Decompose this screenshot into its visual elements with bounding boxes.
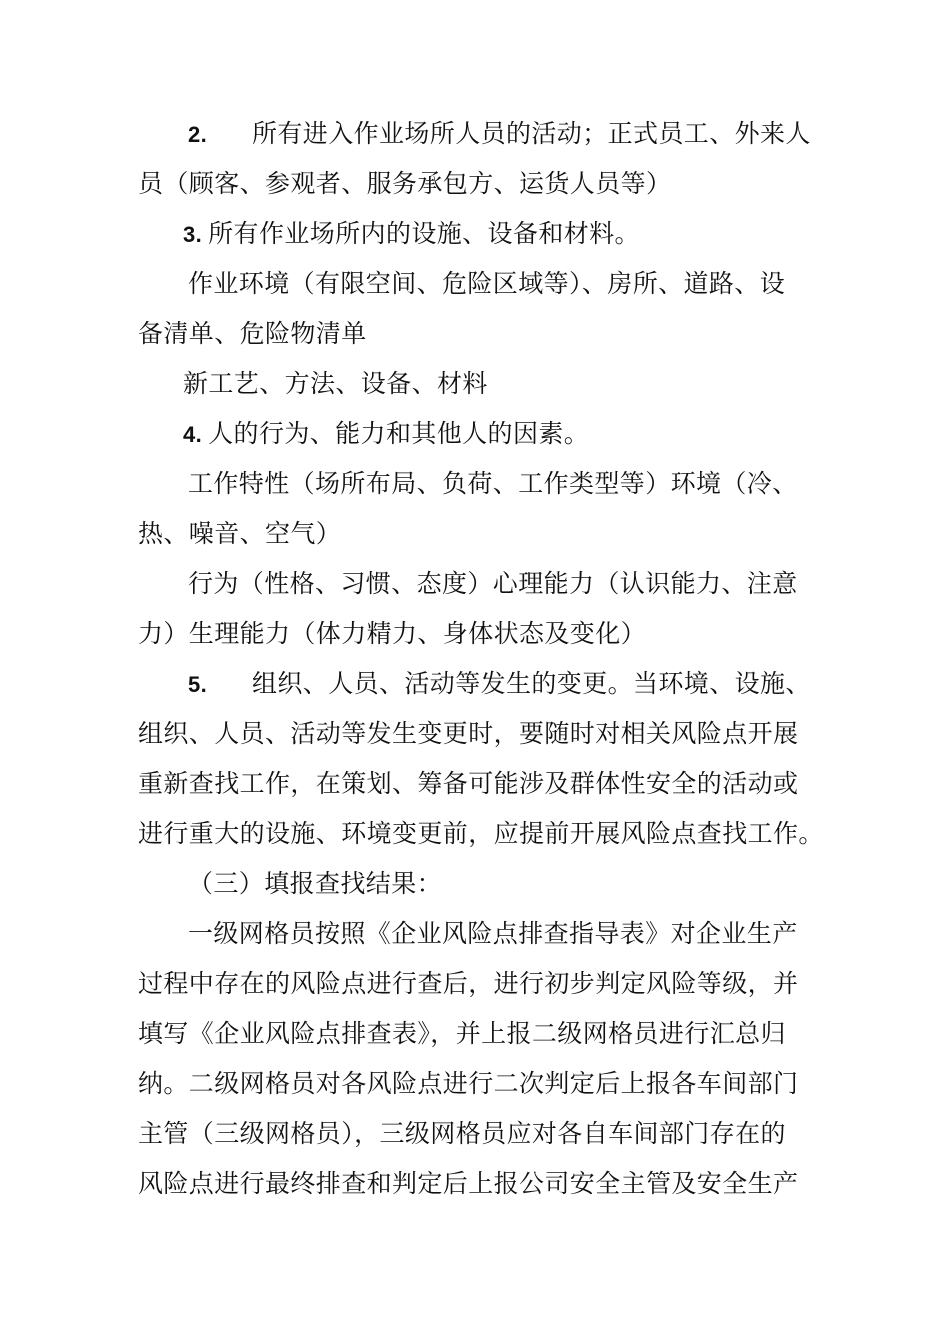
item-4-text: 人的行为、能力和其他人的因素。 xyxy=(208,419,590,448)
section-3-paragraph-line-1: 一级网格员按照《企业风险点排查指导表》对企业生产 xyxy=(188,919,798,948)
item-3-number: 3. xyxy=(183,222,203,247)
item-5-line-1 xyxy=(188,668,878,701)
item-2-number: 2. xyxy=(188,122,208,147)
item-4-sub-1-line-1: 工作特性（场所布局、负荷、工作类型等）环境（冷、 xyxy=(188,469,798,498)
item-5-line-3: 重新查找工作，在策划、筹备可能涉及群体性安全的活动或 xyxy=(138,769,799,798)
item-3-sub-1-line-2: 备清单、危险物清单 xyxy=(138,319,367,348)
section-3-paragraph-line-4: 纳。二级网格员对各风险点进行二次判定后上报各车间部门 xyxy=(138,1069,799,1098)
item-4-sub-1-line-2: 热、噪音、空气） xyxy=(138,519,342,548)
section-3-heading: （三）填报查找结果： xyxy=(188,869,443,898)
item-3-sub-2-line: 新工艺、方法、设备、材料 xyxy=(183,369,488,398)
section-3-paragraph-line-5: 主管（三级网格员），三级网格员应对各自车间部门存在的 xyxy=(138,1119,786,1148)
item-2-line-1 xyxy=(188,118,878,151)
item-3-sub-1-line-1: 作业环境（有限空间、危险区域等）、房所、道路、设 xyxy=(188,269,786,298)
item-2-text-1: 所有进入作业场所人员的活动；正式员工、外来人 xyxy=(252,119,811,148)
item-5-line-4: 进行重大的设施、环境变更前，应提前开展风险点查找工作。 xyxy=(138,819,824,848)
item-4-sub-2-line-1: 行为（性格、习惯、态度）心理能力（认识能力、注意 xyxy=(188,569,798,598)
item-4-number: 4. xyxy=(183,422,203,447)
item-3-text: 所有作业场所内的设施、设备和材料。 xyxy=(208,219,640,248)
item-5-line-2: 组织、人员、活动等发生变更时，要随时对相关风险点开展 xyxy=(138,719,799,748)
item-4-line xyxy=(183,418,873,451)
item-4-sub-2-line-2: 力）生理能力（体力精力、身体状态及变化） xyxy=(138,619,647,648)
item-2-line-2: 员（顾客、参观者、服务承包方、运货人员等） xyxy=(138,169,672,198)
item-5-number: 5. xyxy=(188,672,208,697)
item-3-line xyxy=(183,218,873,251)
section-3-paragraph-line-2: 过程中存在的风险点进行查后，进行初步判定风险等级，并 xyxy=(138,969,799,998)
section-3-paragraph-line-3: 填写《企业风险点排查表》，并上报二级网格员进行汇总归 xyxy=(138,1019,786,1048)
item-5-text-1: 组织、人员、活动等发生的变更。当环境、设施、 xyxy=(252,669,811,698)
section-3-paragraph-line-6: 风险点进行最终排查和判定后上报公司安全主管及安全生产 xyxy=(138,1169,799,1198)
